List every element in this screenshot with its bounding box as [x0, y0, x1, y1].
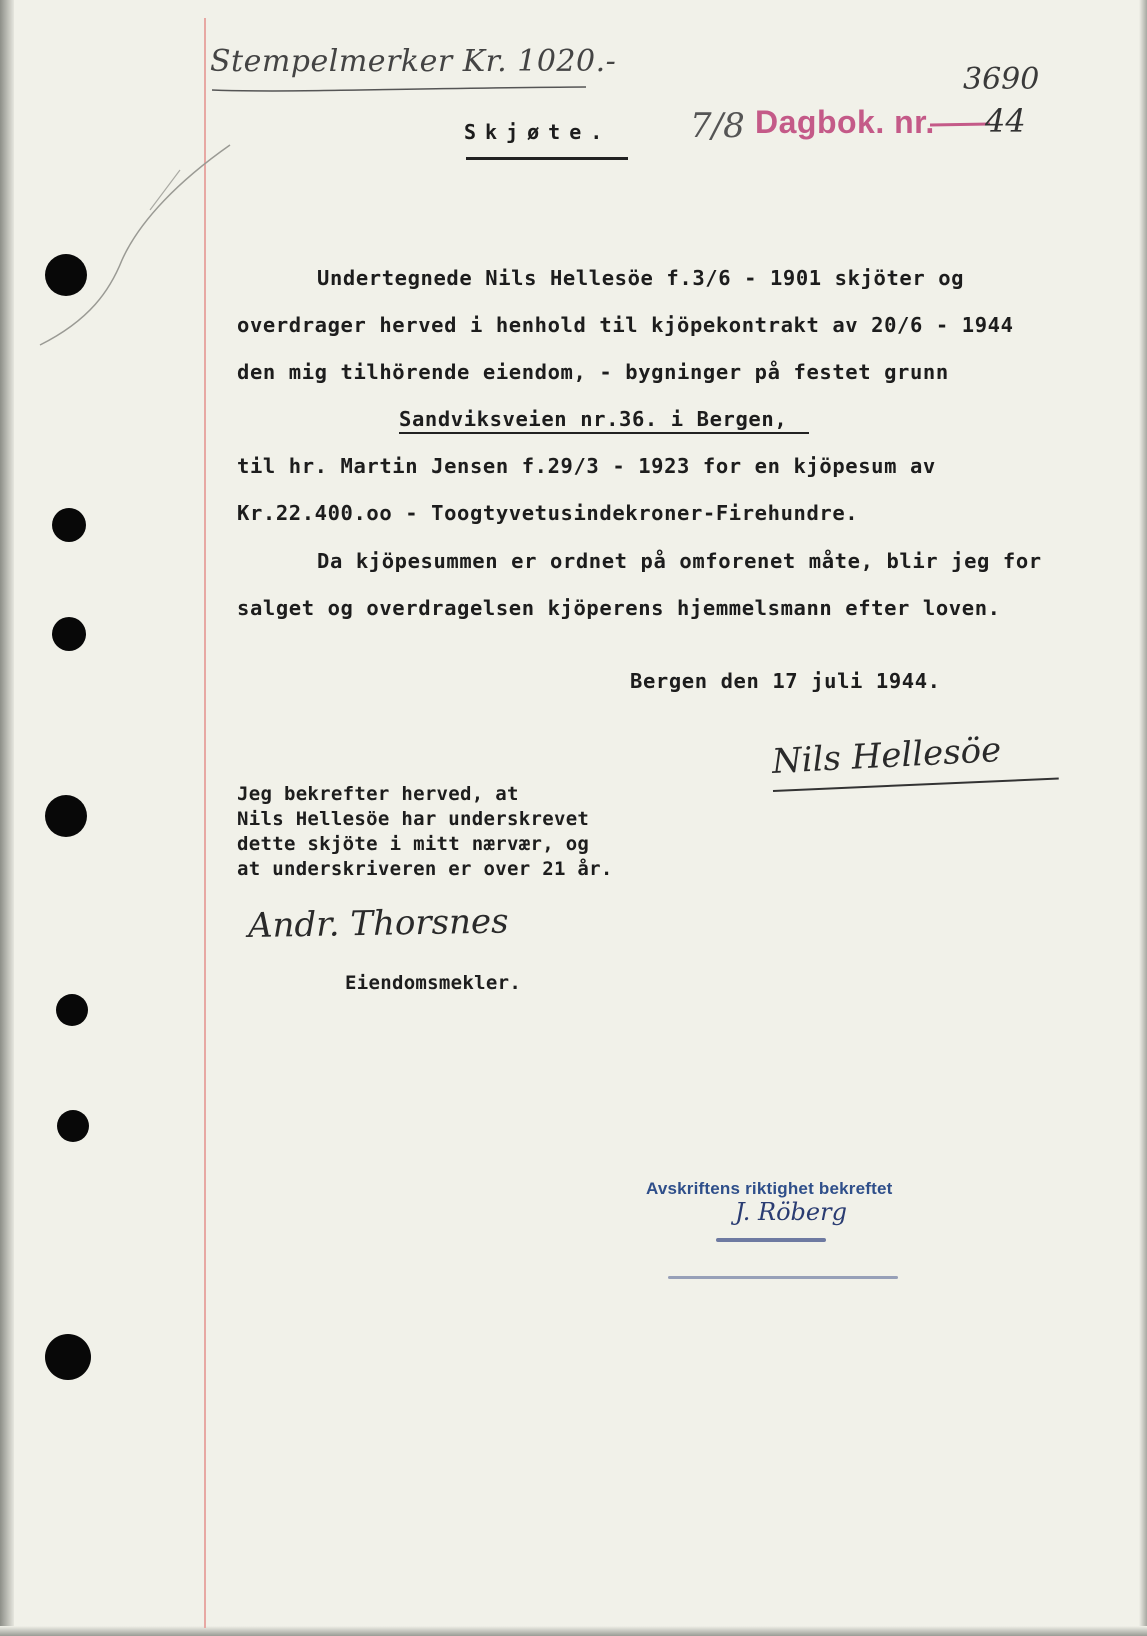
- witness-line: dette skjöte i mitt nærvær, og: [237, 833, 590, 855]
- witness-line: at underskriveren er over 21 år.: [237, 858, 613, 880]
- scan-edge-left: [0, 0, 14, 1636]
- dagbok-stamp: Dagbok. nr.: [755, 104, 935, 140]
- punch-hole: [52, 617, 86, 651]
- stamp-duty-note: Stempelmerker Kr. 1020.-: [210, 44, 617, 79]
- witness-signature: Andr. Thorsnes: [247, 901, 509, 946]
- place-date: Bergen den 17 juli 1944.: [630, 669, 941, 693]
- body-line: Da kjöpesummen er ordnet på omforenet måte, blir jeg for: [317, 549, 1042, 573]
- punch-hole: [45, 1334, 91, 1380]
- property-address: Sandviksveien nr.36. i Bergen,: [399, 407, 788, 431]
- date-note: 7/8: [690, 106, 745, 146]
- witness-title: Eiendomsmekler.: [345, 972, 522, 994]
- seller-signature: Nils Hellesöe: [770, 730, 1003, 782]
- punch-hole: [45, 795, 87, 837]
- title-underline: [466, 157, 628, 160]
- punch-hole: [57, 1110, 89, 1142]
- document-title: Skjøte.: [464, 120, 612, 144]
- body-line: salget og overdragelsen kjöperens hjemmelsmann efter loven.: [237, 596, 1001, 620]
- punch-hole: [56, 994, 88, 1026]
- stamp-duty-note-underline: [210, 84, 590, 96]
- address-underline: [399, 432, 809, 434]
- certification-stamp-heading: Avskriftens riktighet bekreftet: [646, 1179, 893, 1198]
- body-line: den mig tilhörende eiendom, - bygninger på festet grunn: [237, 360, 949, 384]
- body-line: overdrager herved i henhold til kjöpekontrakt av 20/6 - 1944: [237, 313, 1014, 337]
- certification-signature: J. Röberg: [735, 1198, 847, 1226]
- body-line: til hr. Martin Jensen f.29/3 - 1923 for en kjöpesum av: [237, 454, 936, 478]
- year-suffix: 44: [985, 102, 1026, 140]
- witness-line: Nils Hellesöe har underskrevet: [237, 808, 590, 830]
- journal-number: 3690: [963, 62, 1040, 97]
- body-line: Undertegnede Nils Hellesöe f.3/6 - 1901 skjöter og: [317, 266, 965, 290]
- scan-edge-bottom: [0, 1626, 1147, 1636]
- scan-edge-right: [1139, 0, 1147, 1636]
- punch-hole: [52, 508, 86, 542]
- body-line: Kr.22.400.oo - Toogtyvetusindekroner-Firehundre.: [237, 501, 859, 525]
- certification-stroke: [668, 1276, 898, 1279]
- witness-line: Jeg bekrefter herved, at: [237, 783, 519, 805]
- pencil-mark: [30, 140, 240, 350]
- certification-stroke: [716, 1238, 826, 1242]
